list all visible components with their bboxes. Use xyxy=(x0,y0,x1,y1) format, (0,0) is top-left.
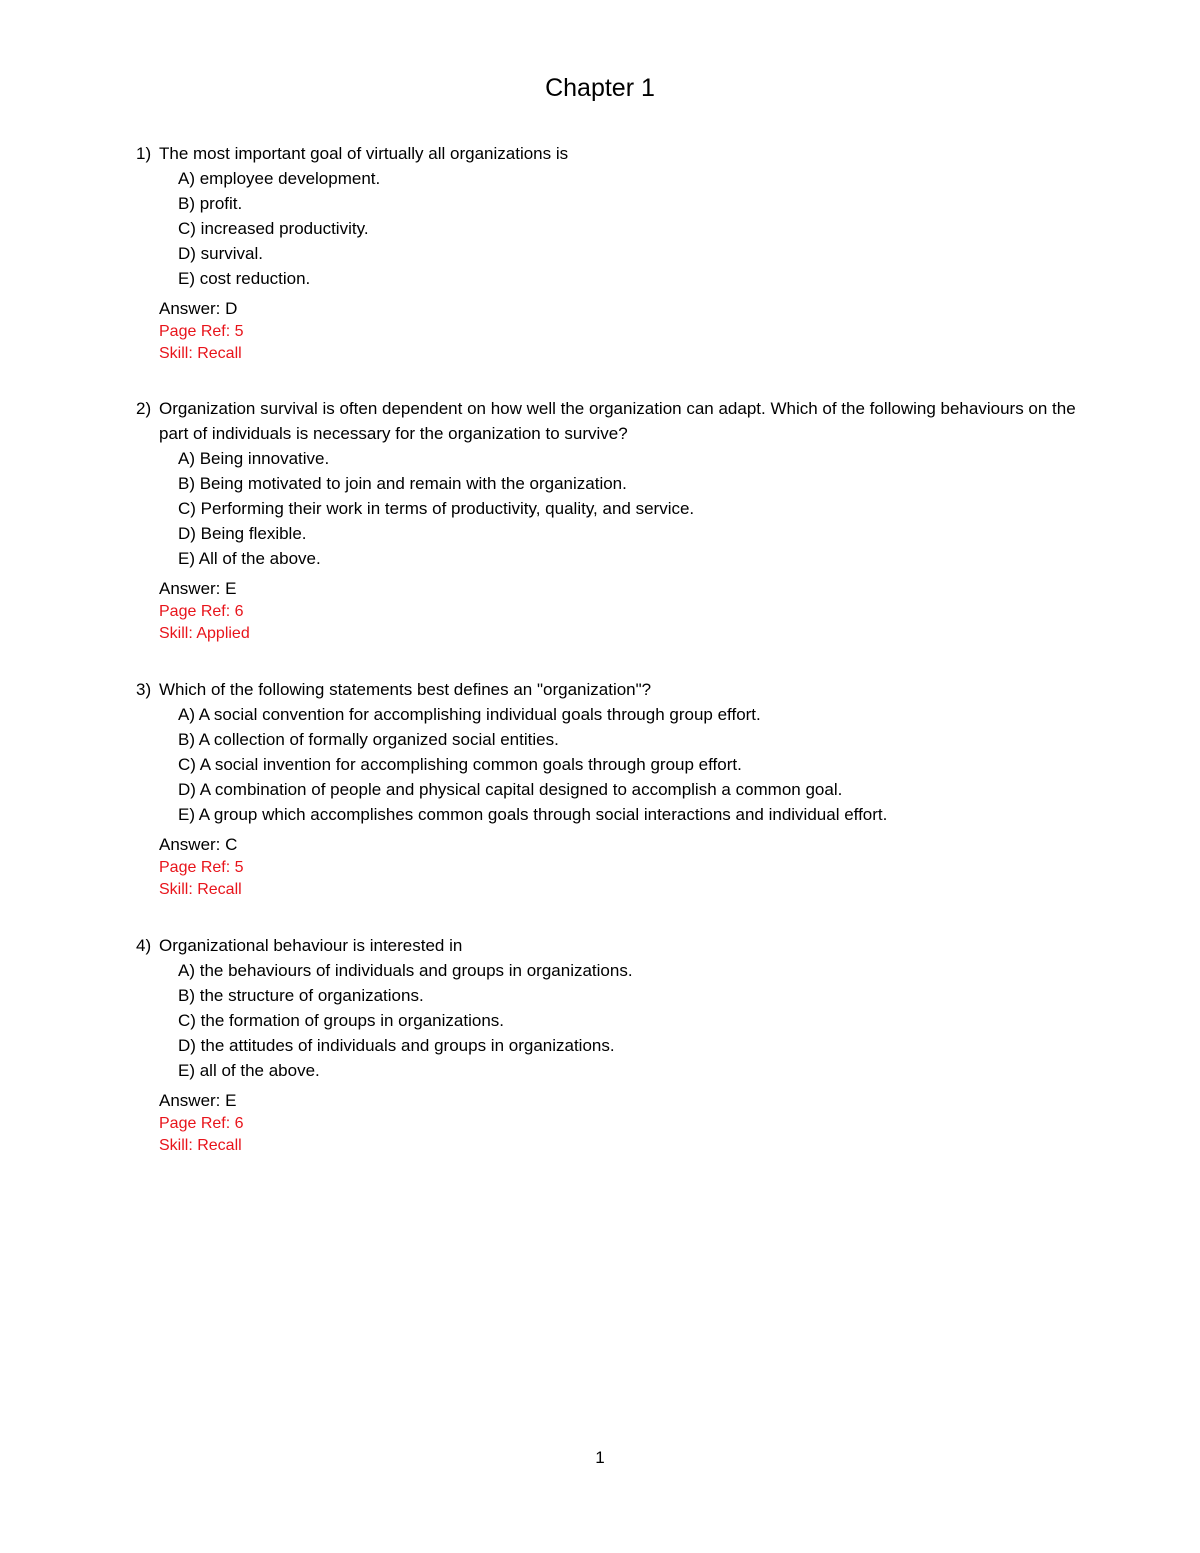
question-number: 1) xyxy=(136,144,152,163)
skill-text: Skill: Applied xyxy=(159,625,250,642)
option-e: E) All of the above. xyxy=(178,549,321,568)
question-meta xyxy=(136,1088,1076,1157)
page-ref-text: Page Ref: 5 xyxy=(159,859,244,876)
option-d: D) A combination of people and physical capital designed to accomplish a common goal. xyxy=(178,780,843,799)
question-2 xyxy=(136,396,1076,645)
question-3 xyxy=(136,677,1076,901)
question-4 xyxy=(136,933,1076,1157)
question-text: Organizational behaviour is interested in xyxy=(159,936,463,955)
page-number: 1 xyxy=(595,1448,605,1467)
option-d: D) Being flexible. xyxy=(178,524,307,543)
option-e: E) all of the above. xyxy=(178,1061,320,1080)
question-stem xyxy=(136,933,1076,958)
option-a: A) the behaviours of individuals and groups in organizations. xyxy=(178,961,633,980)
question-text: Which of the following statements best defines an "organization"? xyxy=(159,680,652,699)
question-stem xyxy=(136,677,1076,702)
option-b: B) the structure of organizations. xyxy=(178,986,424,1005)
option-a: A) Being innovative. xyxy=(178,449,330,468)
question-stem xyxy=(136,396,1076,446)
option-a: A) A social convention for accomplishing individual goals through group effort. xyxy=(178,705,761,724)
option-c: C) the formation of groups in organizations. xyxy=(178,1011,505,1030)
option-b: B) Being motivated to join and remain with the organization. xyxy=(178,474,627,493)
skill-text: Skill: Recall xyxy=(159,881,242,898)
option-b: B) profit. xyxy=(178,194,243,213)
question-number: 3) xyxy=(136,680,152,699)
option-list xyxy=(136,702,1076,827)
page-ref-text: Page Ref: 6 xyxy=(159,603,244,620)
page-ref-text: Page Ref: 5 xyxy=(159,323,244,340)
page-ref-text: Page Ref: 6 xyxy=(159,1115,244,1132)
option-e: E) cost reduction. xyxy=(178,269,311,288)
option-e: E) A group which accomplishes common goals through social interactions and individual effort. xyxy=(178,805,888,824)
option-list xyxy=(136,166,1076,291)
question-number: 4) xyxy=(136,936,152,955)
question-number: 2) xyxy=(136,399,152,418)
question-text: Organization survival is often dependent on how well the organization can adapt. Which of the following behaviours on the part of individuals is necessary for the organization to survive? xyxy=(159,399,1076,443)
chapter-title: Chapter 1 xyxy=(545,74,655,102)
question-meta xyxy=(136,832,1076,901)
question-1 xyxy=(136,141,1076,365)
option-list xyxy=(136,958,1076,1083)
answer-text: Answer: C xyxy=(159,835,238,854)
skill-text: Skill: Recall xyxy=(159,345,242,362)
option-c: C) increased productivity. xyxy=(178,219,369,238)
answer-text: Answer: E xyxy=(159,579,237,598)
question-meta xyxy=(136,296,1076,365)
option-c: C) A social invention for accomplishing common goals through group effort. xyxy=(178,755,742,774)
question-meta xyxy=(136,576,1076,645)
option-d: D) survival. xyxy=(178,244,264,263)
skill-text: Skill: Recall xyxy=(159,1137,242,1154)
answer-text: Answer: D xyxy=(159,299,238,318)
option-c: C) Performing their work in terms of productivity, quality, and service. xyxy=(178,499,695,518)
option-list xyxy=(136,446,1076,571)
option-b: B) A collection of formally organized social entities. xyxy=(178,730,559,749)
question-stem xyxy=(136,141,1076,166)
answer-text: Answer: E xyxy=(159,1091,237,1110)
option-d: D) the attitudes of individuals and groups in organizations. xyxy=(178,1036,615,1055)
option-a: A) employee development. xyxy=(178,169,381,188)
question-text: The most important goal of virtually all organizations is xyxy=(159,144,569,163)
